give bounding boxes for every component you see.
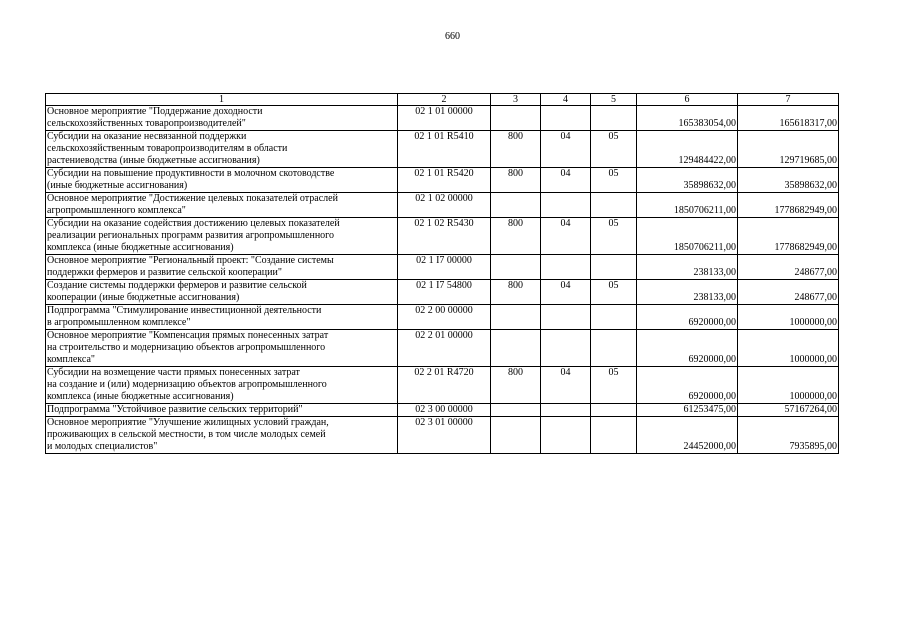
column-header: 1 (46, 94, 398, 106)
page-number: 660 (445, 31, 460, 42)
row-code-cell: 02 2 00 00000 (398, 305, 491, 330)
row-col5-cell (591, 255, 637, 280)
row-name-cell: Подпрограмма "Устойчивое развитие сельских территорий" (46, 404, 398, 417)
row-amount-col7-cell: 35898632,00 (738, 168, 839, 193)
row-col4-cell: 04 (541, 168, 591, 193)
row-col3-cell (491, 305, 541, 330)
row-col5-cell (591, 193, 637, 218)
row-col5-cell (591, 404, 637, 417)
row-col4-cell (541, 330, 591, 367)
row-col4-cell (541, 305, 591, 330)
table-row (46, 330, 839, 367)
row-amount-col6-cell: 6920000,00 (637, 367, 738, 404)
column-header: 3 (491, 94, 541, 106)
row-code-cell: 02 1 02 R5430 (398, 218, 491, 255)
column-header: 6 (637, 94, 738, 106)
row-col3-cell: 800 (491, 280, 541, 305)
row-amount-col7-cell: 129719685,00 (738, 131, 839, 168)
row-col5-cell: 05 (591, 131, 637, 168)
row-amount-col7-cell: 1000000,00 (738, 305, 839, 330)
row-amount-col7-cell: 1778682949,00 (738, 193, 839, 218)
budget-table (45, 93, 839, 454)
row-code-cell: 02 1 02 00000 (398, 193, 491, 218)
row-amount-col6-cell: 1850706211,00 (637, 218, 738, 255)
row-col5-cell (591, 417, 637, 454)
row-amount-col6-cell: 165383054,00 (637, 106, 738, 131)
table-row (46, 255, 839, 280)
row-name-cell: Основное мероприятие "Поддержание доходности сельскохозяйственных товаропроизводителей" (46, 106, 398, 131)
table-row (46, 131, 839, 168)
row-col5-cell: 05 (591, 367, 637, 404)
row-name-cell: Субсидии на оказание содействия достижению целевых показателей реализации региональных программ развития агропромышленного комплекса (иные бюджетные ассигнования) (46, 218, 398, 255)
row-code-cell: 02 1 01 R5420 (398, 168, 491, 193)
row-col4-cell (541, 255, 591, 280)
row-col3-cell (491, 417, 541, 454)
row-amount-col7-cell: 57167264,00 (738, 404, 839, 417)
row-code-cell: 02 1 01 00000 (398, 106, 491, 131)
row-amount-col7-cell: 248677,00 (738, 255, 839, 280)
row-name-cell: Основное мероприятие "Компенсация прямых понесенных затрат на строительство и модернизацию объектов агропромышленного комплекса" (46, 330, 398, 367)
row-name-cell: Основное мероприятие "Достижение целевых показателей отраслей агропромышленного комплекса" (46, 193, 398, 218)
row-amount-col7-cell: 1000000,00 (738, 367, 839, 404)
row-code-cell: 02 1 I7 00000 (398, 255, 491, 280)
row-col4-cell (541, 404, 591, 417)
row-col3-cell: 800 (491, 367, 541, 404)
row-name-cell: Основное мероприятие "Региональный проект: "Создание системы поддержки фермеров и развитие сельской кооперации" (46, 255, 398, 280)
row-amount-col7-cell: 1778682949,00 (738, 218, 839, 255)
row-col5-cell (591, 305, 637, 330)
row-col3-cell (491, 404, 541, 417)
row-amount-col6-cell: 61253475,00 (637, 404, 738, 417)
row-col4-cell: 04 (541, 131, 591, 168)
row-col3-cell (491, 255, 541, 280)
row-name-cell: Субсидии на оказание несвязанной поддержки сельскохозяйственным товаропроизводителям в области растениеводства (иные бюджетные ассигнования) (46, 131, 398, 168)
column-header: 4 (541, 94, 591, 106)
column-header: 2 (398, 94, 491, 106)
row-col3-cell (491, 330, 541, 367)
table-header-row (46, 94, 839, 106)
row-col4-cell: 04 (541, 280, 591, 305)
row-col5-cell (591, 330, 637, 367)
table-row (46, 305, 839, 330)
row-name-cell: Субсидии на возмещение части прямых понесенных затрат на создание и (или) модернизацию объектов агропромышленного комплекса (иные бюджетные ассигнования) (46, 367, 398, 404)
column-header: 7 (738, 94, 839, 106)
row-amount-col7-cell: 248677,00 (738, 280, 839, 305)
row-amount-col6-cell: 238133,00 (637, 280, 738, 305)
table-row (46, 168, 839, 193)
row-col5-cell (591, 106, 637, 131)
row-amount-col6-cell: 24452000,00 (637, 417, 738, 454)
row-code-cell: 02 1 01 R5410 (398, 131, 491, 168)
row-amount-col7-cell: 165618317,00 (738, 106, 839, 131)
row-amount-col6-cell: 6920000,00 (637, 305, 738, 330)
row-col3-cell: 800 (491, 168, 541, 193)
row-name-cell: Субсидии на повышение продуктивности в молочном скотоводстве (иные бюджетные ассигнования) (46, 168, 398, 193)
row-name-cell: Подпрограмма "Стимулирование инвестиционной деятельности в агропромышленном комплексе" (46, 305, 398, 330)
row-col4-cell (541, 106, 591, 131)
row-col3-cell (491, 193, 541, 218)
row-col3-cell: 800 (491, 131, 541, 168)
table-row (46, 404, 839, 417)
table-row (46, 280, 839, 305)
table-row (46, 218, 839, 255)
row-col4-cell (541, 193, 591, 218)
row-col4-cell: 04 (541, 367, 591, 404)
row-amount-col7-cell: 1000000,00 (738, 330, 839, 367)
row-col4-cell: 04 (541, 218, 591, 255)
row-amount-col6-cell: 35898632,00 (637, 168, 738, 193)
column-header: 5 (591, 94, 637, 106)
table-row (46, 417, 839, 454)
row-name-cell: Основное мероприятие "Улучшение жилищных условий граждан, проживающих в сельской местности, в том числе молодых семей и молодых специалистов" (46, 417, 398, 454)
row-amount-col6-cell: 1850706211,00 (637, 193, 738, 218)
table-row (46, 106, 839, 131)
row-name-cell: Создание системы поддержки фермеров и развитие сельской кооперации (иные бюджетные ассигнования) (46, 280, 398, 305)
row-code-cell: 02 3 00 00000 (398, 404, 491, 417)
row-col5-cell: 05 (591, 218, 637, 255)
row-code-cell: 02 1 I7 54800 (398, 280, 491, 305)
row-code-cell: 02 2 01 00000 (398, 330, 491, 367)
row-col5-cell: 05 (591, 280, 637, 305)
row-col5-cell: 05 (591, 168, 637, 193)
row-amount-col6-cell: 129484422,00 (637, 131, 738, 168)
table-row (46, 367, 839, 404)
row-col3-cell: 800 (491, 218, 541, 255)
row-col4-cell (541, 417, 591, 454)
row-col3-cell (491, 106, 541, 131)
row-amount-col6-cell: 6920000,00 (637, 330, 738, 367)
row-amount-col7-cell: 7935895,00 (738, 417, 839, 454)
row-code-cell: 02 3 01 00000 (398, 417, 491, 454)
row-amount-col6-cell: 238133,00 (637, 255, 738, 280)
row-code-cell: 02 2 01 R4720 (398, 367, 491, 404)
table-row (46, 193, 839, 218)
